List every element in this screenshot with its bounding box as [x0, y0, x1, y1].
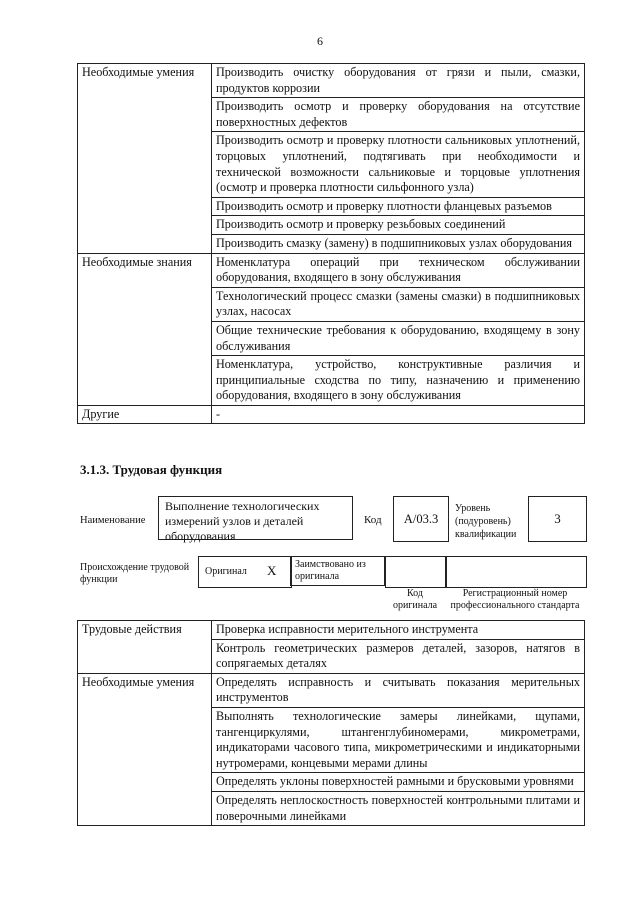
row-value: Производить осмотр и проверку плотности сальниковых уплотнений, торцовых уплотнений, подтягивать при необходимости и технической возможности сальниковые и торцовые уплотнения (осмотр и проверка плотности сильфонного узла) — [212, 132, 585, 197]
row-label: Необходимые умения — [78, 64, 212, 254]
table-row — [78, 253, 585, 287]
table-row — [78, 621, 585, 640]
row-label: Трудовые действия — [78, 621, 212, 674]
code-value: A/03.3 — [393, 496, 449, 542]
original-label: Оригинал — [205, 566, 247, 577]
row-value: Общие технические требования к оборудованию, входящему в зону обслуживания — [212, 321, 585, 355]
row-value: Производить очистку оборудования от грязи и пыли, смазки, продуктов коррозии — [212, 64, 585, 98]
reg-number-cell — [445, 556, 587, 588]
row-value: Производить смазку (замену) в подшипниковых узлах оборудования — [212, 234, 585, 253]
row-value: Производить осмотр и проверку резьбовых соединений — [212, 216, 585, 235]
row-value: - — [212, 405, 585, 424]
row-value: Определять уклоны поверхностей рамными и брусковыми уровнями — [212, 773, 585, 792]
row-value: Производить осмотр и проверку оборудования на отсутствие поверхностных дефектов — [212, 98, 585, 132]
table-row — [78, 405, 585, 424]
row-value: Производить осмотр и проверку плотности фланцевых разъемов — [212, 197, 585, 216]
row-label: Необходимые умения — [78, 673, 212, 825]
original-mark: X — [267, 563, 277, 578]
labor-actions-table — [77, 620, 585, 826]
section-title: 3.1.3. Трудовая функция — [80, 462, 223, 477]
page-number: 6 — [317, 34, 323, 48]
row-value: Технологический процесс смазки (замены смазки) в подшипниковых узлах, насосах — [212, 287, 585, 321]
code-original-caption: Код оригинала — [392, 588, 438, 611]
name-value: Выполнение технологических измерений узлов и деталей оборудования — [158, 496, 353, 540]
original-cell — [198, 556, 292, 588]
name-label: Наименование — [80, 515, 146, 526]
row-value: Выполнять технологические замеры линейками, щупами, тангенциркулями, штангенглубиномерами, микрометрами, индикаторами часового типа, микрометрическими и индикаторными нутромерами, концевыми мерами длины — [212, 707, 585, 772]
borrowed-cell: Заимствовано из оригинала — [290, 556, 385, 586]
table-row — [78, 64, 585, 98]
row-value: Определять неплоскостность поверхностей контрольными плитами и поверочными линейками — [212, 791, 585, 825]
row-value: Проверка исправности мерительного инструмента — [212, 621, 585, 640]
origin-label: Происхождение трудовой функции — [80, 562, 190, 585]
reg-number-caption: Регистрационный номер профессионального стандарта — [450, 588, 580, 611]
row-value: Определять исправность и считывать показания мерительных инструментов — [212, 673, 585, 707]
level-value: 3 — [528, 496, 587, 542]
row-value: Контроль геометрических размеров деталей, зазоров, натягов в сопрягаемых деталях — [212, 639, 585, 673]
row-label: Необходимые знания — [78, 253, 212, 405]
level-label: Уровень (подуровень) квалификации — [455, 503, 517, 540]
code-original-cell — [385, 556, 447, 588]
row-value: Номенклатура, устройство, конструктивные различия и принципиальные сходства по типу, назначению и применению оборудования, входящего в зону обслуживания — [212, 356, 585, 406]
table-row — [78, 673, 585, 707]
row-label: Другие — [78, 405, 212, 424]
code-label: Код — [364, 514, 382, 526]
row-value: Номенклатура операций при техническом обслуживании оборудования, входящего в зону обслуживания — [212, 253, 585, 287]
skills-knowledge-table — [77, 63, 585, 424]
